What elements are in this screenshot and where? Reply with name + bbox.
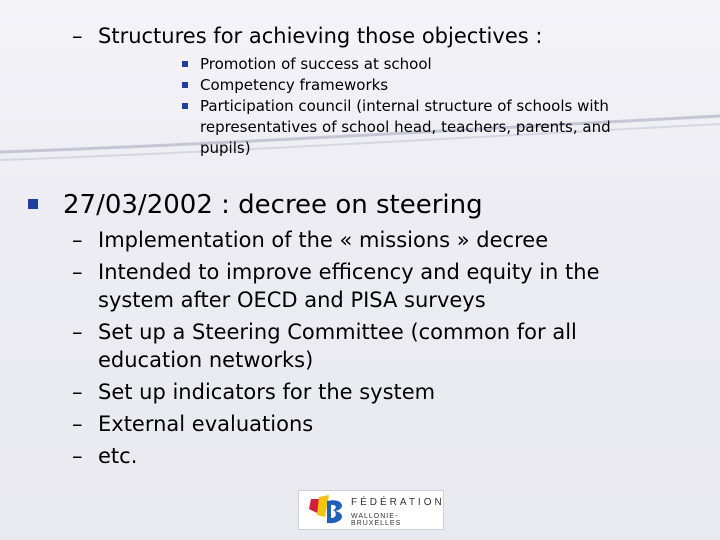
square-bullet-icon [182, 61, 188, 67]
sub-point-text: External evaluations [98, 412, 314, 436]
bullet-item [180, 75, 650, 96]
bullet-item [180, 96, 650, 159]
sub-point-text: Intended to improve efficency and equity in the system after OECD and PISA surveys [98, 260, 600, 312]
dash-marker: – [72, 412, 83, 436]
dash-marker: – [72, 24, 83, 48]
main-point-text: 27/03/2002 : decree on steering [63, 190, 483, 220]
sub-point-list [72, 226, 632, 474]
square-bullet-icon [182, 82, 188, 88]
logo-line2: WALLONIE-BRUXELLES [351, 513, 402, 527]
sub-point-text: Set up a Steering Committee (common for all education networks) [98, 320, 577, 372]
sub-point [72, 226, 632, 254]
objectives-bullet-list [180, 54, 650, 159]
sub-point [72, 318, 632, 374]
sub-point [72, 378, 632, 406]
dash-marker: – [72, 320, 83, 344]
square-bullet-icon [28, 199, 38, 209]
bullet-text: Competency frameworks [200, 76, 389, 94]
federation-wallonie-bruxelles-logo [298, 490, 444, 530]
sub-point [72, 258, 632, 314]
dash-marker: – [72, 380, 83, 404]
sub-point-text: Set up indicators for the system [98, 380, 436, 404]
objectives-heading [72, 24, 542, 48]
sub-point-text: Implementation of the « missions » decree [98, 228, 549, 252]
dash-marker: – [72, 260, 83, 284]
sub-point [72, 410, 632, 438]
sub-point-text: etc. [98, 444, 138, 468]
bullet-item [180, 54, 650, 75]
federation-emblem-icon [303, 491, 349, 529]
bullet-text: Promotion of success at school [200, 55, 432, 73]
sub-point [72, 442, 632, 470]
bullet-text: Participation council (internal structure of schools with representatives of school head, teachers, parents, and pupils) [200, 97, 611, 157]
dash-marker: – [72, 228, 83, 252]
objectives-heading-text: Structures for achieving those objectives : [98, 24, 543, 48]
dash-marker: – [72, 444, 83, 468]
logo-line1: FÉDÉRATION [351, 497, 445, 508]
square-bullet-icon [182, 103, 188, 109]
main-point [28, 190, 483, 220]
